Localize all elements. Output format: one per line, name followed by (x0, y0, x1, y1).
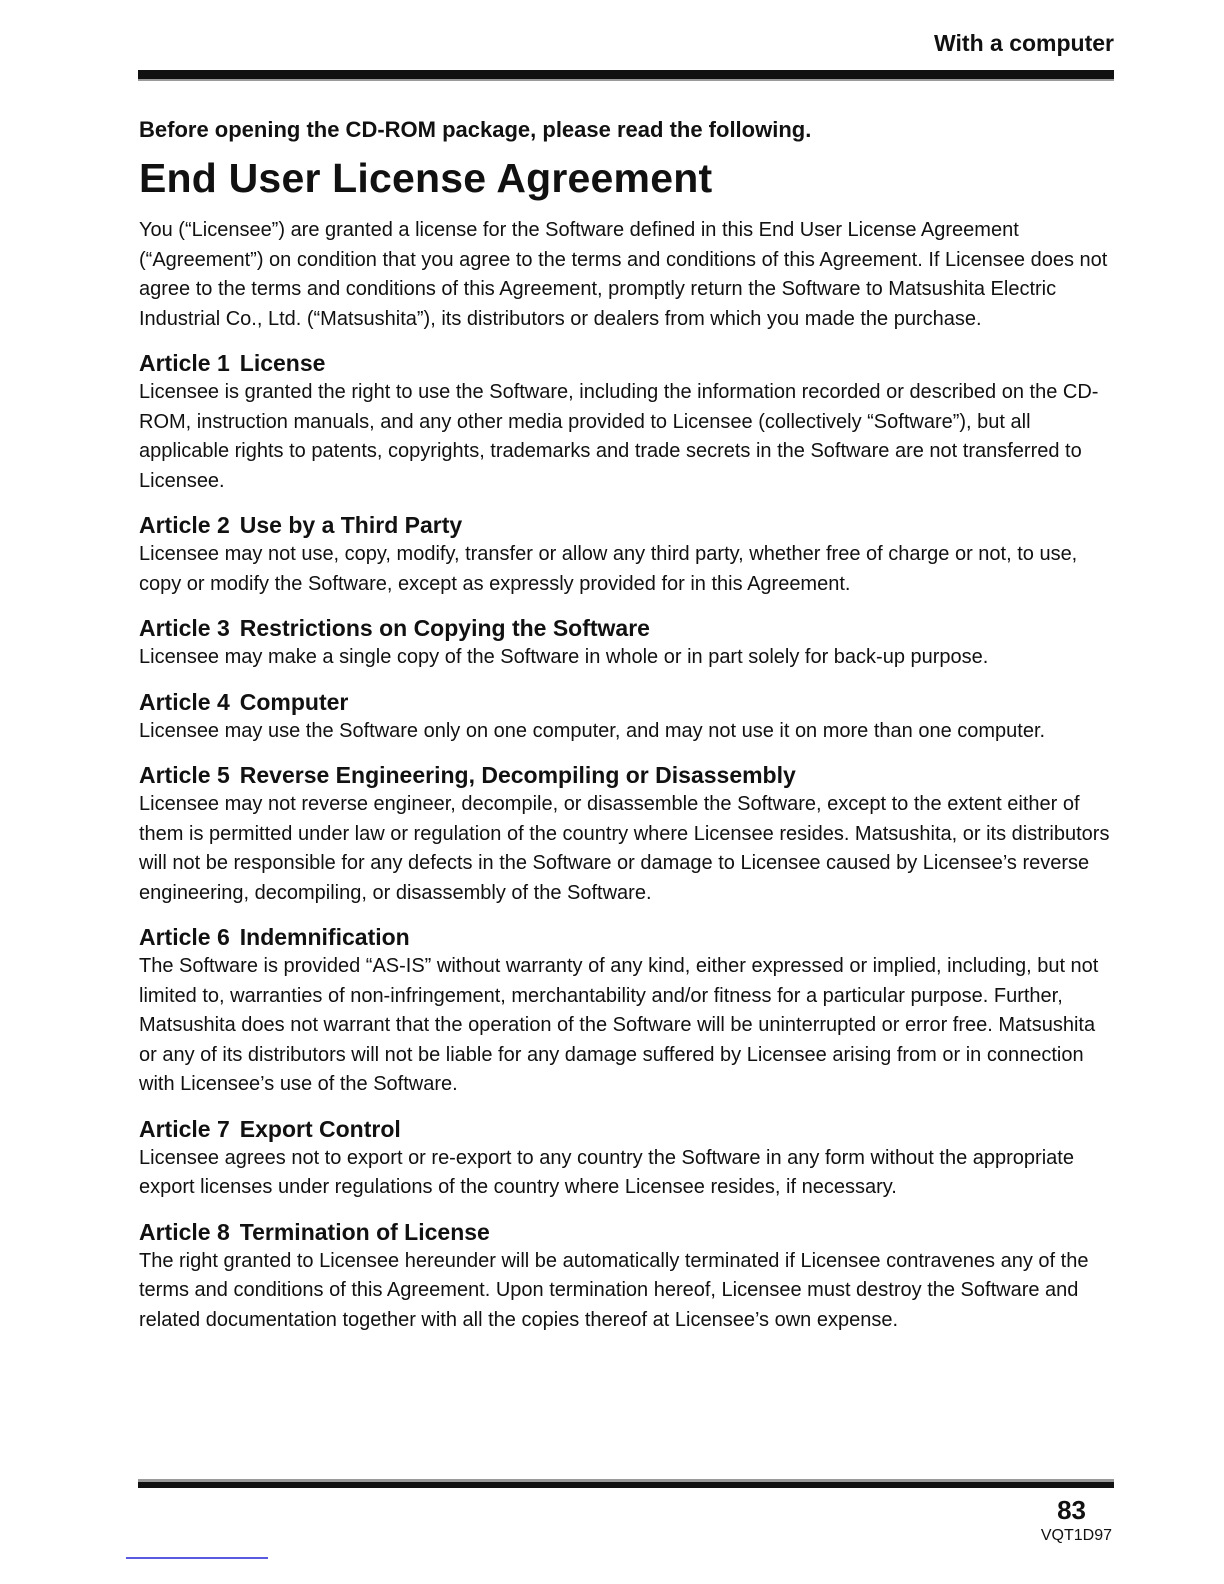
section-header: With a computer (934, 30, 1114, 56)
article-heading (139, 1114, 1114, 1144)
article-4 (139, 687, 1114, 747)
article-8 (139, 1217, 1114, 1336)
article-number: Article 7 (139, 1115, 230, 1142)
article-body: Licensee agrees not to export or re-export to any country the Software in any form without the appropriate export licenses under regulations of the country where Licensee resides, if necessary. (139, 1146, 1074, 1198)
article-heading (139, 510, 1114, 540)
article-number: Article 6 (139, 924, 230, 950)
article-3 (139, 613, 1114, 673)
article-title: Use by a Third Party (239, 512, 463, 538)
page-title: End User License Agreement (139, 155, 713, 201)
article-6 (139, 922, 1114, 1100)
article-title: Export Control (239, 1115, 401, 1142)
article-heading (139, 922, 1114, 952)
article-title: Restrictions on Copying the Software (239, 615, 650, 641)
article-heading (139, 760, 1114, 790)
article-heading (139, 1217, 1114, 1247)
article-body: Licensee may not reverse engineer, decompile, or disassemble the Software, except to the extent either of them is permitted under law or regulation of the country where Licensee resides. Matsushita, or its distributors will not be responsible for any defects in the Software or damage to Licensee caused by Licensee’s reverse engineering, decompiling, or disassembly of the Software. (139, 793, 1110, 904)
article-number: Article 4 (139, 688, 230, 715)
article-body: Licensee may use the Software only on one computer, and may not use it on more than one computer. (139, 719, 1046, 742)
article-1 (139, 348, 1114, 496)
footer-divider (138, 1482, 1114, 1488)
article-heading (139, 348, 1114, 378)
read-notice: Before opening the CD-ROM package, please read the following. (139, 117, 812, 142)
article-heading (139, 613, 1114, 643)
article-7 (139, 1114, 1114, 1203)
article-body: Licensee is granted the right to use the Software, including the information recorded or described on the CD-ROM, instruction manuals, and any other media provided to Licensee (collectively “Software”), but all applicable rights to patents, copyrights, trademarks and trade secrets in the Software are not transferred to Licensee. (139, 381, 1099, 492)
page-number: 83 (1057, 1495, 1086, 1525)
article-2 (139, 510, 1114, 599)
article-body: Licensee may make a single copy of the Software in whole or in part solely for back-up purpose. (139, 646, 989, 668)
article-5 (139, 760, 1114, 908)
model-code: VQT1D97 (1040, 1527, 1112, 1544)
article-number: Article 2 (139, 512, 230, 538)
article-title: Reverse Engineering, Decompiling or Disassembly (239, 762, 796, 788)
article-title: License (239, 350, 326, 376)
article-number: Article 1 (139, 350, 230, 376)
article-heading (139, 687, 1114, 717)
scan-edge-mark (126, 1557, 268, 1559)
article-title: Indemnification (239, 924, 410, 950)
article-body: Licensee may not use, copy, modify, transfer or allow any third party, whether free of charge or not, to use, copy or modify the Software, except as expressly provided for in this Agreement. (139, 543, 1078, 595)
article-number: Article 3 (139, 615, 230, 641)
intro-paragraph: You (“Licensee”) are granted a license for the Software defined in this End User License Agreement (“Agreement”) on condition that you agree to the terms and conditions of this Agreement. If Licensee does not agree to the terms and conditions of this Agreement, promptly return the Software to Matsushita Electric Industrial Co., Ltd. (“Matsushita”), its distributors or dealers from which you made the purchase. (139, 219, 1108, 330)
article-title: Computer (239, 688, 349, 715)
article-body: The right granted to Licensee hereunder will be automatically terminated if Licensee contravenes any of the terms and conditions of this Agreement. Upon termination hereof, Licensee must destroy the Software and related documentation together with all the copies thereof at Licensee’s own expense. (139, 1249, 1089, 1331)
license-document (139, 117, 1114, 1335)
article-number: Article 5 (139, 762, 230, 788)
article-number: Article 8 (139, 1218, 230, 1245)
article-title: Termination of License (239, 1218, 490, 1245)
article-body: The Software is provided “AS-IS” without warranty of any kind, either expressed or implied, including, but not limited to, warranties of non-infringement, merchantability and/or fitness for a particular purpose. Further, Matsushita does not warrant that the operation of the Software will be uninterrupted or error free. Matsushita or any of its distributors will not be liable for any damage suffered by Licensee arising from or in connection with Licensee’s use of the Software. (139, 955, 1099, 1095)
header-divider (138, 70, 1114, 79)
